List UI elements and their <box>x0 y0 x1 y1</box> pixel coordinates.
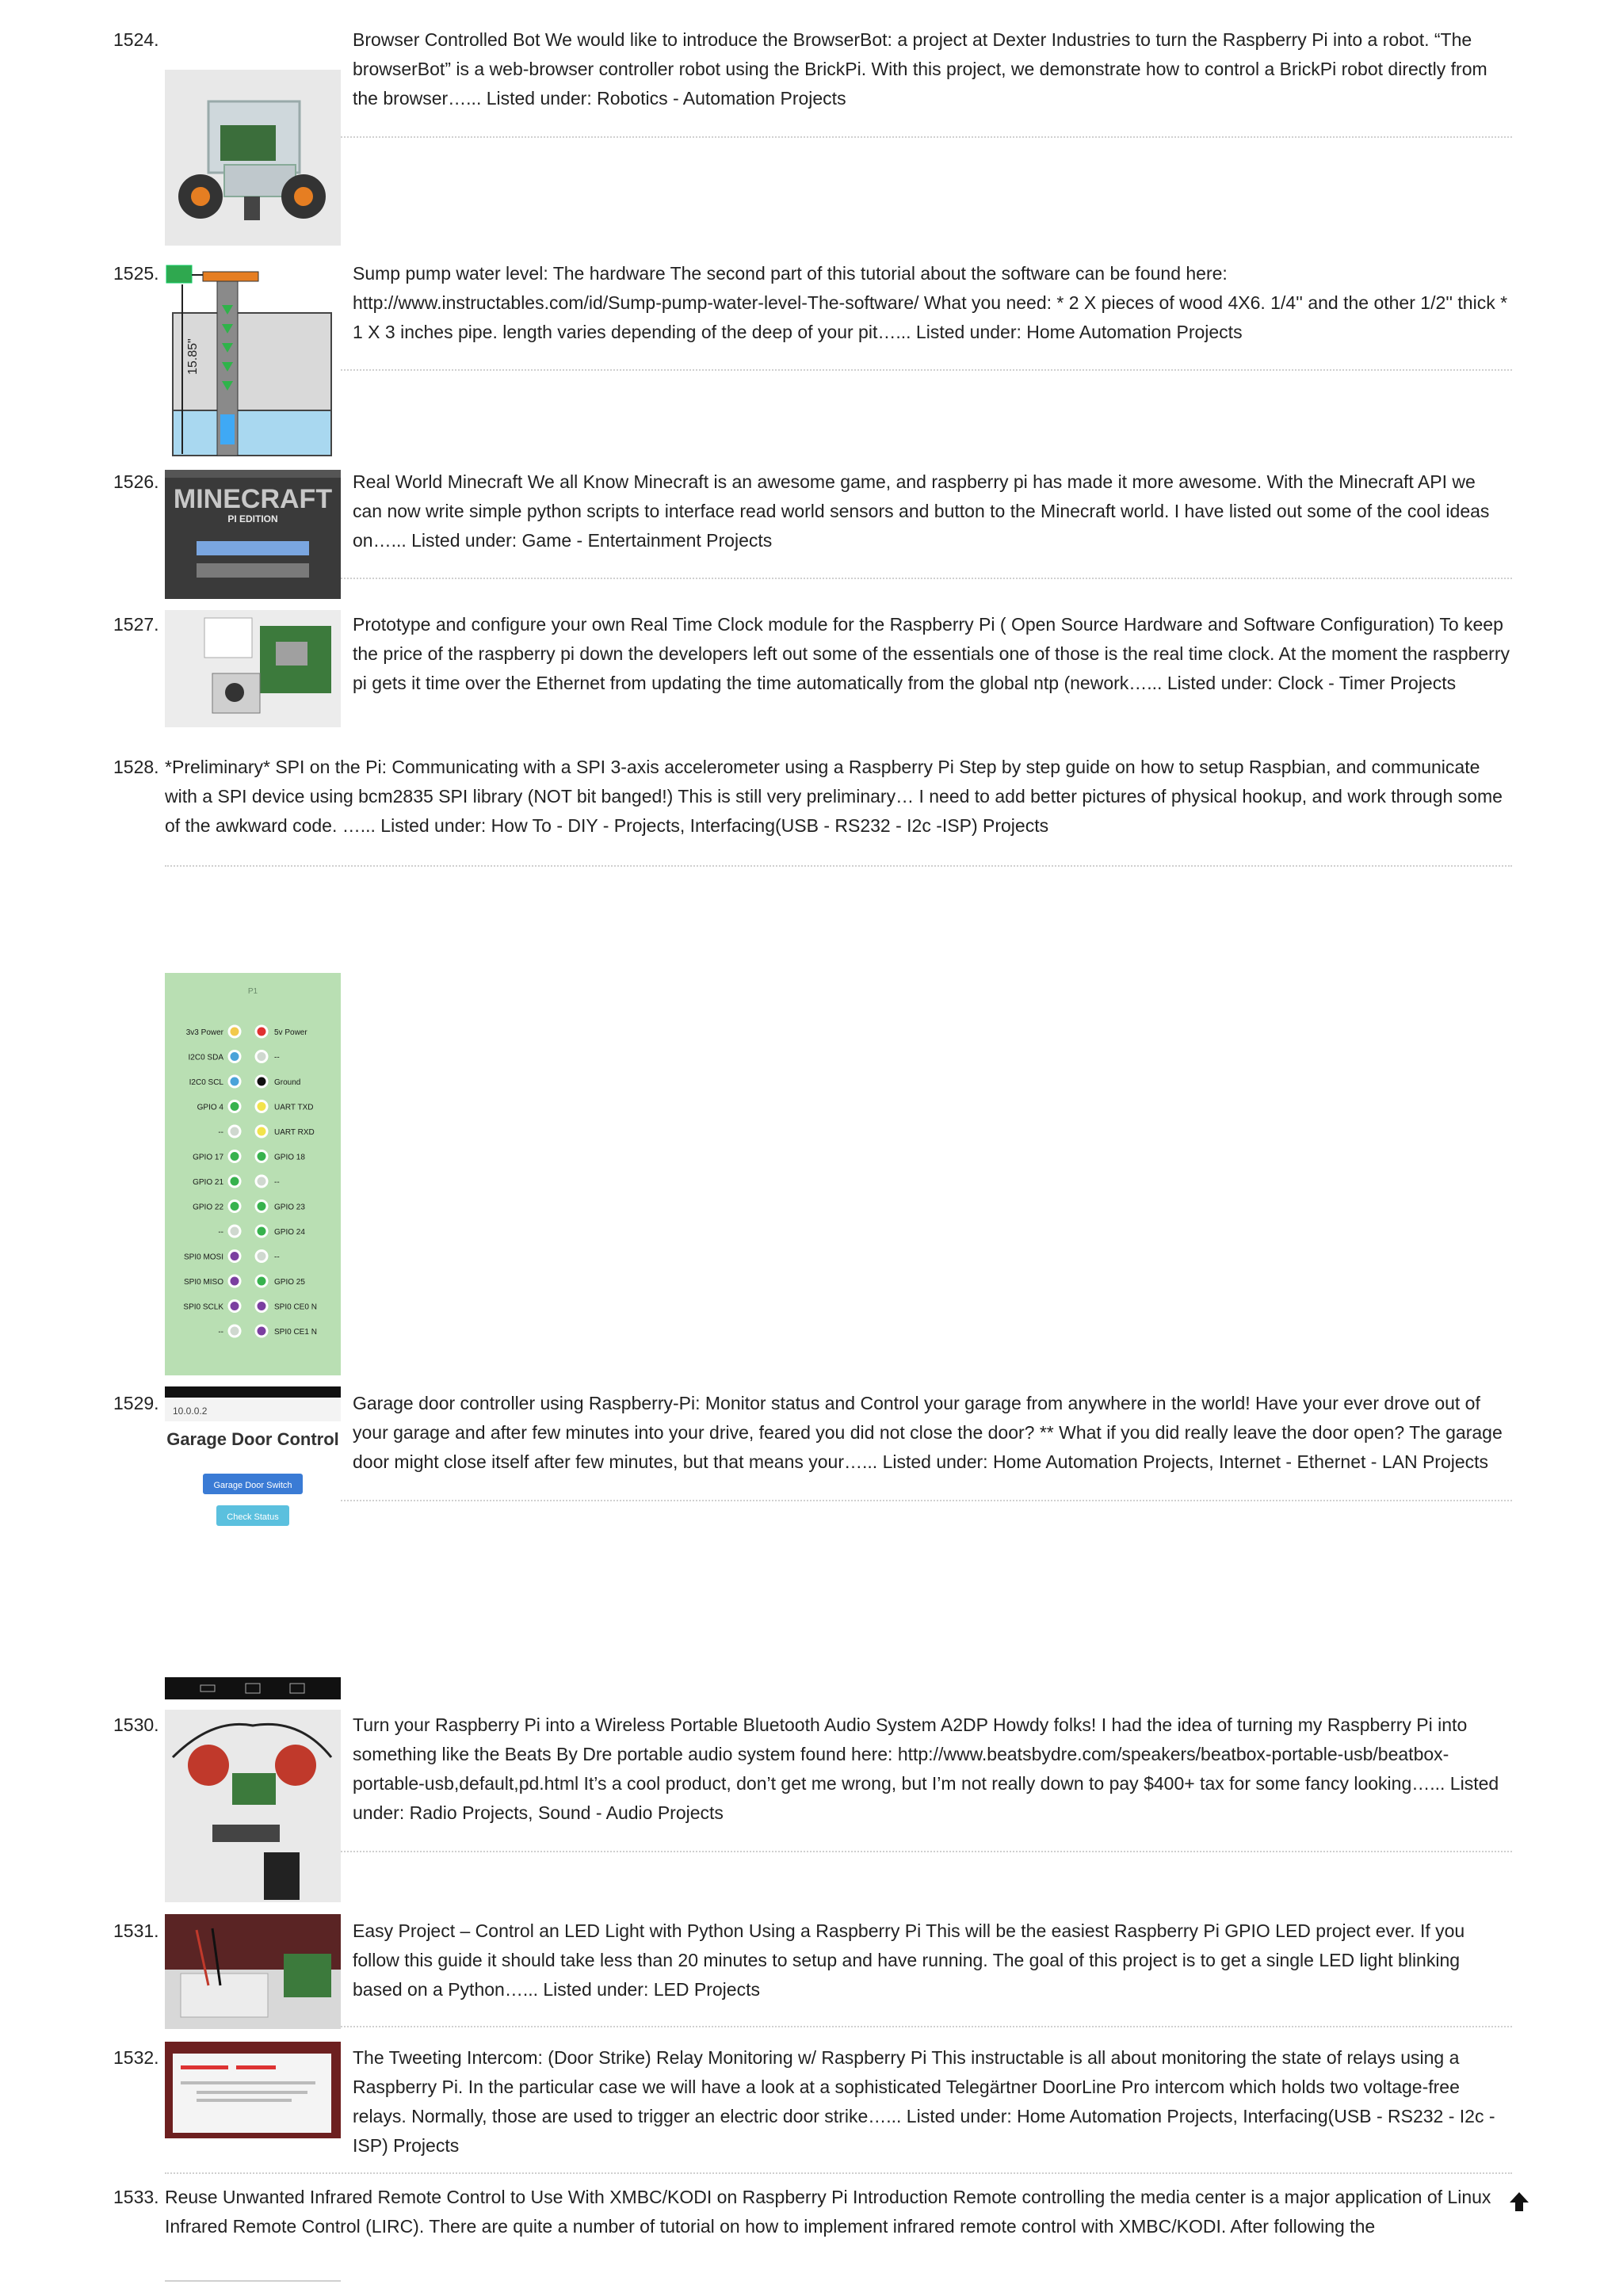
pin-label-right: UART RXD <box>274 1128 315 1137</box>
pin-left <box>229 1126 240 1137</box>
pin-left <box>229 1051 240 1062</box>
entry-text[interactable]: The Tweeting Intercom: (Door Strike) Relay Monitoring w/ Raspberry Pi This instructable is all about monitoring the state of relays using a Raspberry Pi. In the particular case we will have a look at a sophisticated Telegärtner DoorLine Pro intercom which holds two voltage-free relays. Normally, those are used to trigger an electric door strike…... Listed under: Home Automation Projects, Interfacing(USB - RS232 - I2c -ISP) Projects <box>353 2047 1495 2156</box>
entry-number: 1524. <box>113 29 159 50</box>
pin-label-right: -- <box>274 1178 280 1187</box>
entry-number: 1533. <box>113 2187 159 2207</box>
pin-label-left: -- <box>218 1128 223 1137</box>
pin-label-right: SPI0 CE0 N <box>274 1302 317 1312</box>
pin-left <box>229 1301 240 1312</box>
pin-label-left: SPI0 SCLK <box>183 1302 223 1312</box>
pin-right <box>256 1226 267 1237</box>
entry-text[interactable]: Real World Minecraft We all Know Minecraft is an awesome game, and raspberry pi has made it more awesome. With the Minecraft API we can now write simple python scripts to interface read world sensors and button to the Minecraft world. I have listed out some of the cool ideas on…... Listed under: Game - Entertainment Projects <box>353 471 1490 551</box>
pin-label-right: SPI0 CE1 N <box>274 1328 317 1337</box>
entry-text[interactable]: Easy Project – Control an LED Light with Python Using a Raspberry Pi This will be the easiest Raspberry Pi GPIO LED project ever. If you follow this guide it should take less than 20 minutes to setup and have running. The goal of this project is to get a single LED light blinking based on a Python…... Listed under: LED Projects <box>353 1920 1465 2000</box>
pin-label-right: GPIO 18 <box>274 1153 305 1162</box>
minecraft-logo-sub: PI EDITION <box>227 513 278 524</box>
pin-left <box>229 1176 240 1187</box>
pin-label-left: SPI0 MISO <box>183 1278 223 1287</box>
app-button-2: Check Status <box>227 1512 279 1522</box>
divider <box>341 578 1512 579</box>
divider <box>341 369 1512 371</box>
pin-right <box>256 1176 267 1187</box>
url-text: 10.0.0.2 <box>173 1405 208 1417</box>
pin-right <box>256 1201 267 1212</box>
pin-right <box>256 1101 267 1112</box>
pin-label-right: UART TXD <box>274 1103 314 1112</box>
entry-number: 1529. <box>113 1393 159 1413</box>
rtc-photo[interactable] <box>165 610 341 727</box>
speaker-photo[interactable] <box>165 1710 341 1902</box>
thumb-edge <box>165 2280 341 2282</box>
pin-label-left: GPIO 22 <box>193 1203 223 1212</box>
pin-left <box>229 1251 240 1262</box>
up-arrow-icon[interactable] <box>1509 2191 1529 2212</box>
pin-left <box>229 1201 240 1212</box>
pin-label-right: GPIO 24 <box>274 1228 305 1237</box>
divider <box>341 2026 1512 2027</box>
pin-left <box>229 1101 240 1112</box>
app-button-1: Garage Door Switch <box>213 1481 292 1490</box>
entry-number: 1525. <box>113 263 159 284</box>
pin-label-left: GPIO 21 <box>193 1178 223 1187</box>
pin-label-left: I2C0 SDA <box>188 1053 223 1062</box>
entry-text[interactable]: Prototype and configure your own Real Time Clock module for the Raspberry Pi ( Open Source Hardware and Software Configuration) To keep the price of the raspberry pi down the developers left out some of the essentials one of those is the real time clock. At the moment the raspberry pi gets it time over the Ethernet from updating the time automatically from the global ntp (nework…... Listed under: Clock - Timer Projects <box>353 614 1510 693</box>
pin-right <box>256 1076 267 1087</box>
sump-diagram[interactable] <box>165 256 341 458</box>
minecraft-screen[interactable] <box>165 470 341 599</box>
pin-label-right: GPIO 25 <box>274 1278 305 1287</box>
divider <box>341 1500 1512 1501</box>
gpio-pinout[interactable] <box>165 973 341 1375</box>
pin-label-right: Ground <box>274 1078 301 1087</box>
minecraft-logo: MINECRAFT <box>173 484 333 514</box>
pin-label-left: GPIO 17 <box>193 1153 223 1162</box>
dimension-label: 15.85" <box>186 338 200 375</box>
pin-label-right: -- <box>274 1253 280 1262</box>
entry-number: 1526. <box>113 471 159 492</box>
pin-right <box>256 1276 267 1287</box>
entry-number: 1532. <box>113 2047 159 2068</box>
pin-left <box>229 1325 240 1337</box>
pin-label-right: 5v Power <box>274 1028 307 1037</box>
pin-label-left: SPI0 MOSI <box>183 1253 223 1262</box>
entry-text[interactable]: Browser Controlled Bot We would like to introduce the BrowserBot: a project at Dexter Industries to turn the Raspberry Pi into a robot. “The browserBot” is a web-browser controller robot using the BrickPi. With this project, we demonstrate how to control a BrickPi robot directly from the browser…... Listed under: Robotics - Automation Projects <box>353 29 1487 109</box>
entry-text[interactable]: Sump pump water level: The hardware The second part of this tutorial about the software can be found here: http://www.instructables.com/id/Sump-pump-water-level-The-software/ What you need: * 2 X pieces of wood 4X6. 1/4'' and the other 1/2'' thick * 1 X 3 inches pipe. length varies depending of the deep of your pit…... Listed under: Home Automation Projects <box>353 263 1508 342</box>
entry-text[interactable]: Garage door controller using Raspberry-Pi: Monitor status and Control your garage from anywhere in the world! Have your ever drove out of your garage and after few minutes into your drive, feared you did not close the door? ** What if you did really leave the door open? The garage door might close itself after few minutes, but that means your…... Listed under: Home Automation Projects, Internet - Ethernet - LAN Projects <box>353 1393 1503 1472</box>
pin-left <box>229 1076 240 1087</box>
entry-number: 1530. <box>113 1714 159 1735</box>
pin-left <box>229 1226 240 1237</box>
pin-label-left: I2C0 SCL <box>189 1078 223 1087</box>
garage-phone[interactable] <box>165 1386 341 1699</box>
pin-right <box>256 1151 267 1162</box>
pin-right <box>256 1026 267 1037</box>
pinout-header: P1 <box>247 987 258 996</box>
pin-label-left: -- <box>218 1328 223 1337</box>
tweet-screen[interactable] <box>165 2042 341 2138</box>
entry-number: 1527. <box>113 614 159 635</box>
pin-left <box>229 1026 240 1037</box>
pin-right <box>256 1051 267 1062</box>
pin-label-left: GPIO 4 <box>197 1103 223 1112</box>
entry-text[interactable]: Turn your Raspberry Pi into a Wireless Portable Bluetooth Audio System A2DP Howdy folks! I had the idea of turning my Raspberry Pi into something like the Beats By Dre portable audio system found here: http://www.beatsbydre.com/speakers/beatbox-portable-usb/beatbox-portable-usb,default,pd.html It’s a cool product, don’t get me wrong, but I’m not really down to pay $400+ tax for some fancy looking…... Listed under: Radio Projects, Sound - Audio Projects <box>353 1714 1499 1823</box>
robot-photo[interactable] <box>165 70 341 246</box>
pin-label-right: -- <box>274 1053 280 1062</box>
app-title: Garage Door Control <box>166 1429 339 1449</box>
pin-label-left: -- <box>218 1228 223 1237</box>
entry-number: 1528. <box>113 757 159 777</box>
pin-left <box>229 1276 240 1287</box>
pin-right <box>256 1301 267 1312</box>
divider <box>341 136 1512 138</box>
pin-right <box>256 1325 267 1337</box>
pin-left <box>229 1151 240 1162</box>
divider <box>165 865 1512 867</box>
entry-number: 1531. <box>113 1920 159 1941</box>
pin-right <box>256 1126 267 1137</box>
pin-right <box>256 1251 267 1262</box>
entry-text[interactable]: *Preliminary* SPI on the Pi: Communicating with a SPI 3-axis accelerometer using a Raspberry Pi Step by step guide on how to setup Raspbian, and communicate with a SPI device using bcm2835 SPI library (NOT bit banged!) This is still very preliminary… I need to add better pictures of physical hookup, and work through some of the awkward code. …... Listed under: How To - DIY - Projects, Interfacing(USB - RS232 - I2c -ISP) Projects <box>165 757 1503 836</box>
divider <box>341 1851 1512 1852</box>
pin-label-left: 3v3 Power <box>185 1028 223 1037</box>
entry-text[interactable]: Reuse Unwanted Infrared Remote Control to Use With XMBC/KODI on Raspberry Pi Introduction Remote controlling the media center is a major application of Linux Infrared Remote Control (LIRC). There are quite a number of tutorial on how to implement infrared remote control with XMBC/KODI. After following the <box>165 2187 1491 2237</box>
led-photo[interactable] <box>165 1914 341 2029</box>
pin-label-right: GPIO 23 <box>274 1203 305 1212</box>
divider <box>165 2172 1512 2174</box>
